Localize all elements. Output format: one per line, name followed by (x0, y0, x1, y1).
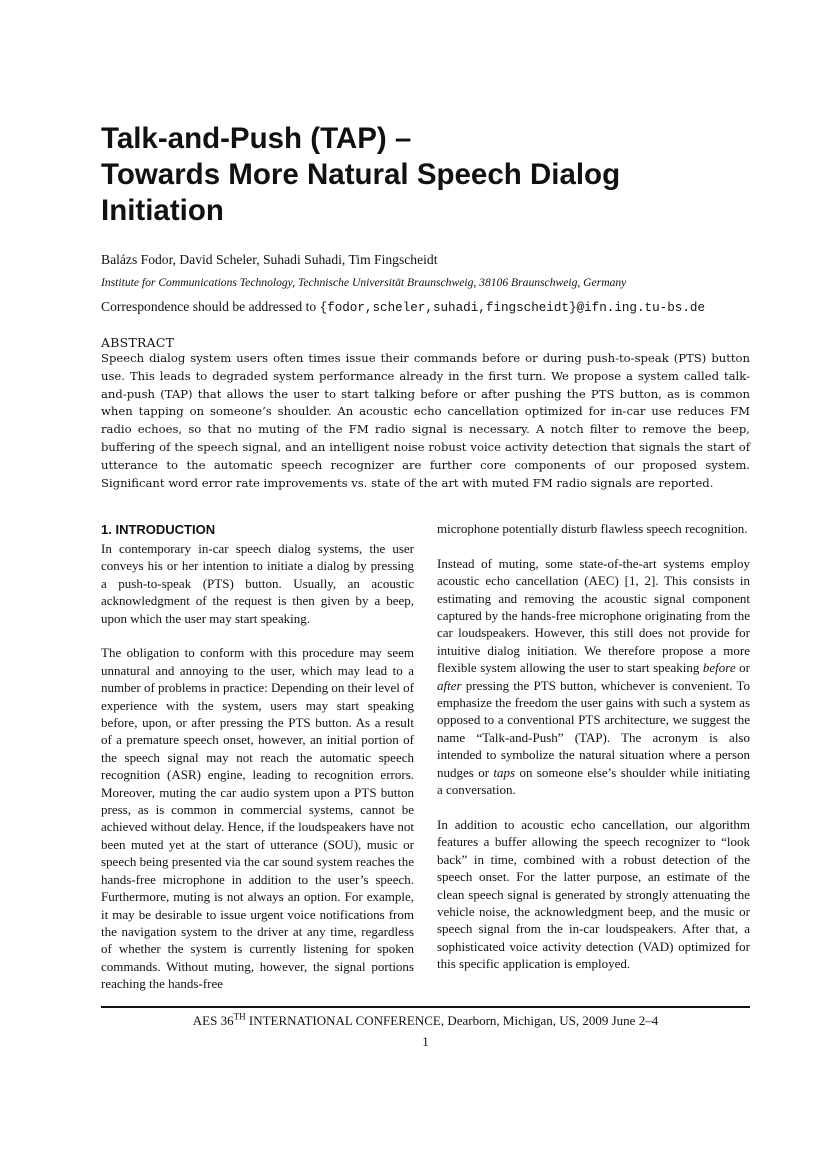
footer-conf-a: AES 36 (192, 1013, 234, 1028)
paper-title (101, 121, 741, 229)
abstract-heading: ABSTRACT (101, 335, 175, 350)
correspondence-email[interactable]: {fodor,scheler,suhadi,fingscheidt}@ifn.ing.tu-bs.de (319, 301, 706, 315)
intro-p3-taps: taps (493, 764, 516, 780)
footer-conf-sup: TH (233, 1011, 246, 1022)
intro-p3-or: or (735, 660, 750, 676)
intro-p3-after: after (437, 677, 462, 693)
correspondence (101, 299, 705, 315)
intro-p3-text-b: pressing the PTS button, whichever is convenient. To emphasize the freedom the user gains with such a system as opposed to a conventional PTS architecture, we suggest the name “Talk-and-Push” (TAP). The acronym is also intended to symbolize the natural situation where a person nudges or (437, 677, 750, 780)
footer-conf-b: INTERNATIONAL CONFERENCE, Dearborn, Michigan, US, 2009 June 2–4 (245, 1013, 659, 1028)
conference-footer (101, 1013, 750, 1029)
intro-p3-before: before (702, 660, 736, 676)
title-line-1: Talk-and-Push (TAP) – (101, 122, 412, 155)
section-heading-introduction: 1. INTRODUCTION (101, 522, 216, 537)
correspondence-prefix: Correspondence should be addressed to (101, 299, 320, 314)
page-number: 1 (422, 1034, 429, 1049)
right-column (437, 520, 750, 990)
intro-p3-text-c: on someone else’s shoulder while initiating a conversation. (437, 764, 750, 798)
intro-paragraph-4: In addition to acoustic echo cancellation, our algorithm features a buffer allowing the speech recognizer to “look back” in time, combined with a robust detection of the speech onset. For the latter purpose, an estimate of the clean speech signal is generated by strongly attenuating the vehicle noise, the acknowledgment beep, and the music or speech signal from the in-car loudspeakers. After that, a sophisticated voice activity detection (VAD) optimized for this specific application is employed. (437, 816, 750, 972)
author-list: Balázs Fodor, David Scheler, Suhadi Suhadi, Tim Fingscheidt (101, 252, 438, 267)
title-line-2: Towards More Natural Speech Dialog (101, 158, 621, 191)
footer-rule (101, 1006, 750, 1008)
intro-paragraph-3 (437, 555, 750, 799)
intro-paragraph-2-continued: microphone potentially disturb flawless speech recognition. (437, 521, 748, 536)
abstract-text: Speech dialog system users often times issue their commands before or during push-to-speak (PTS) button use. This leads to degraded system performance already in the first turn. We propose a system called talk-and-push (TAP) that allows the user to start talking before or after pushing the PTS button, as is common when tapping on someone’s shoulder. An acoustic echo cancellation optimized for in-car use reduces FM radio echoes, so that no muting of the FM radio signal is necessary. A notch filter to remove the beep, buffering of the speech signal, and an intelligent noise robust voice activity detection that signals the start of utterance to the automatic speech recognizer are further core components of our proposed system. Significant word error rate improvements vs. state of the art with muted FM radio signals are reported. (101, 351, 750, 490)
title-line-3: Initiation (101, 194, 224, 227)
intro-paragraph-1: In contemporary in-car speech dialog systems, the user conveys his or her intention to initiate a dialog by pressing a push-to-speak (PTS) button. Usually, an acoustic acknowledgment of the request is then given by a beep, upon which the user may start speaking. (101, 541, 414, 626)
intro-paragraph-2: The obligation to conform with this procedure may seem unnatural and annoying to the user, which may lead to a number of problems in practice: Depending on their level of experience with the system, users may start speaking before, upon, or after pressing the PTS button. As a result of a premature speech onset, however, an initial portion of the speech signal may not reach the automatic speech recognition (ASR) engine, leading to recognition errors. Moreover, muting the car audio system upon a PTS button press, as is common in commercial systems, cannot be achieved without delay. Hence, if the loudspeakers have not been muted yet at the start of utterance (SOU), music or speech being presented via the car sound system reaches the hands-free microphone in addition to the user’s speech. Furthermore, muting is not always an option. For example, it may be desirable to issue urgent voice notifications from the navigation system to the driver at any time, regardless of whether the system is currently listening for spoken commands. Without muting, however, the signal portions reaching the hands-free (101, 645, 414, 992)
intro-p3-text-a: Instead of muting, some state-of-the-art systems employ acoustic echo cancellation (AEC) [1, 2]. This consists in estimating and removing the acoustic signal component captured by the hands-free microphone originating from the car loudspeakers. However, this still does not provide for intuitive dialog initiation. We therefore propose a more flexible system allowing the user to start speaking (437, 555, 750, 676)
affiliation: Institute for Communications Technology, Technische Universität Braunschweig, 38106 Braunschweig, Germany (101, 276, 627, 289)
